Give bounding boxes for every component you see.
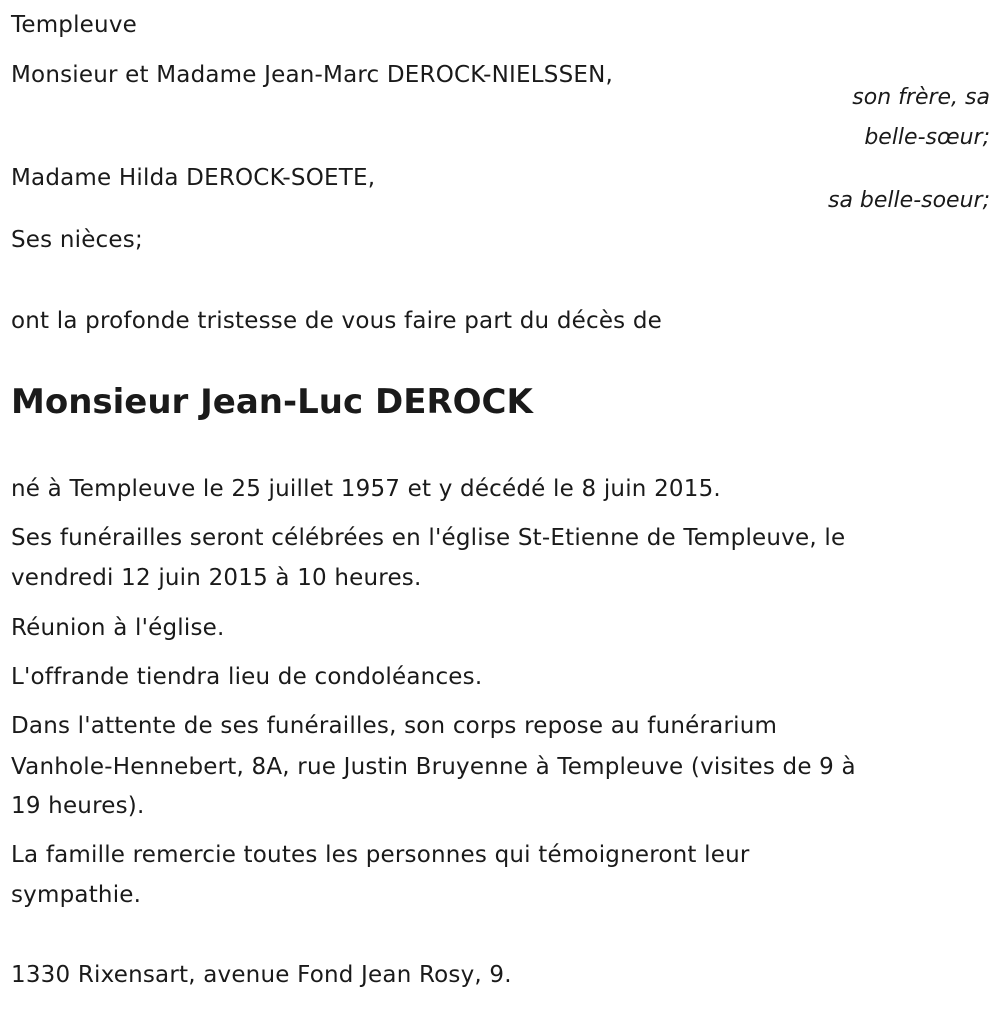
body-line: sympathie. bbox=[11, 882, 142, 908]
place-heading: Templeuve bbox=[11, 12, 137, 38]
body-line: L'offrande tiendra lieu de condoléances. bbox=[11, 664, 483, 690]
relation-1-line-2: belle-sœur; bbox=[864, 125, 990, 150]
body-line: Ses funérailles seront célébrées en l'église St-Etienne de Templeuve, le bbox=[11, 525, 846, 551]
body-line: Vanhole-Hennebert, 8A, rue Justin Bruyenne à Templeuve (visites de 9 à bbox=[11, 754, 856, 780]
deceased-name: Monsieur Jean-Luc DEROCK bbox=[11, 382, 533, 422]
body-line: Réunion à l'église. bbox=[11, 615, 225, 641]
relation-1-line-1: son frère, sa bbox=[852, 85, 990, 110]
family-member-2: Madame Hilda DEROCK-SOETE, bbox=[11, 165, 376, 191]
announcement: ont la profonde tristesse de vous faire part du décès de bbox=[11, 308, 663, 334]
body-line: 19 heures). bbox=[11, 793, 145, 819]
family-member-3: Ses nièces; bbox=[11, 227, 143, 253]
body-line: Dans l'attente de ses funérailles, son corps repose au funérarium bbox=[11, 713, 778, 739]
body-line: La famille remercie toutes les personnes qui témoigneront leur bbox=[11, 842, 750, 868]
family-member-1: Monsieur et Madame Jean-Marc DEROCK-NIELSSEN, bbox=[11, 62, 614, 88]
relation-2: sa belle-soeur; bbox=[828, 188, 990, 213]
body-line: né à Templeuve le 25 juillet 1957 et y décédé le 8 juin 2015. bbox=[11, 476, 721, 502]
address: 1330 Rixensart, avenue Fond Jean Rosy, 9. bbox=[11, 962, 512, 988]
body-line: vendredi 12 juin 2015 à 10 heures. bbox=[11, 565, 422, 591]
